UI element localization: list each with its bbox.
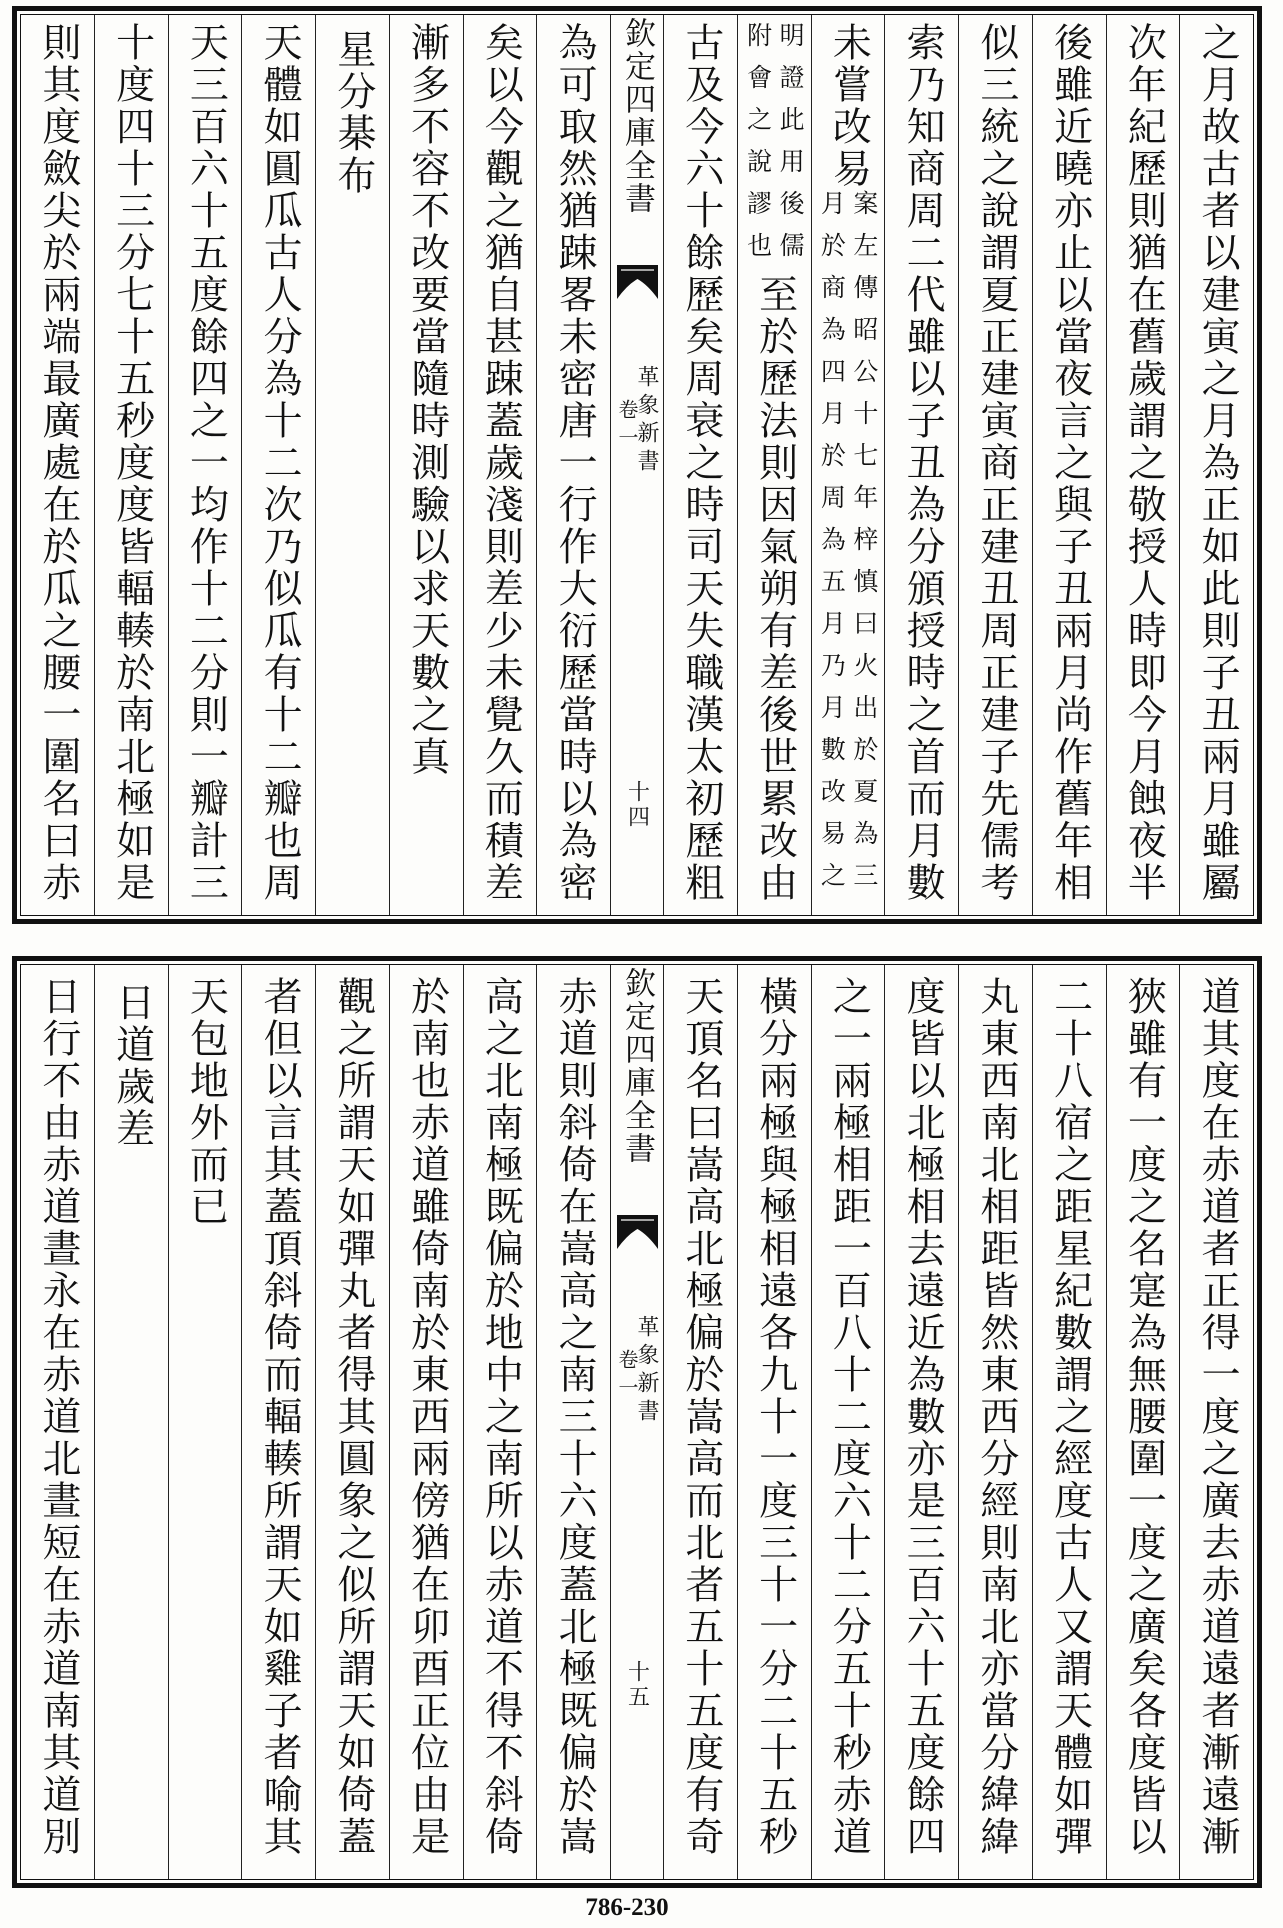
column-text: 道其度在赤道者正得一度之廣去赤道遠者漸遠漸 (1195, 976, 1241, 1858)
section-heading (315, 15, 389, 915)
column-text: 者但以言其蓋頂斜倚而輻輳所謂天如雞子者喻其 (257, 976, 303, 1858)
text-column (958, 965, 1032, 1879)
series-title: 欽定四庫全書 (619, 17, 656, 215)
book-title: 革象新書 (634, 1315, 659, 1427)
page-panel-top (12, 6, 1262, 924)
note-right-line: 明證此用後儒 (776, 22, 806, 274)
text-column (389, 15, 463, 915)
text-column (21, 15, 94, 915)
text-column (241, 965, 315, 1879)
center-margin (610, 965, 663, 1879)
page-number: 十五 (624, 1660, 650, 1710)
column-text: 天三百六十五度餘四之一均作十二分則一瓣計三 (183, 22, 229, 904)
text-column (737, 965, 811, 1879)
column-text: 後雖近曉亦止以當夜言之與子丑兩月尚作舊年相 (1047, 22, 1093, 904)
center-margin (610, 15, 663, 915)
text-column (463, 965, 537, 1879)
text-column (168, 965, 242, 1879)
column-text: 未嘗改易 (826, 22, 872, 190)
column-text: 古及今六十餘歷矣周衰之時司天失職漢太初歷粗 (678, 22, 724, 904)
text-column (1032, 15, 1106, 915)
text-columns (21, 965, 1253, 1879)
fish-tail-mark-icon (617, 265, 658, 299)
column-text: 天包地外而已 (183, 976, 229, 1228)
column-text: 之月故古者以建寅之月為正如此則子丑兩月雖屬 (1195, 22, 1241, 904)
text-column (21, 965, 94, 1879)
text-column (1179, 15, 1253, 915)
section-heading (94, 965, 168, 1879)
column-text: 索乃知商周二代雖以子丑為分頒授時之首而月數 (900, 22, 946, 904)
page-panel-bottom (12, 956, 1262, 1888)
fish-tail-mark-icon (617, 1215, 658, 1249)
column-text: 狹雖有一度之名寔為無腰圍一度之廣矣各度皆以 (1121, 976, 1167, 1858)
column-text: 高之北南極既偏於地中之南所以赤道不得不斜倚 (478, 976, 524, 1858)
series-title: 欽定四庫全書 (619, 967, 656, 1165)
text-column (389, 965, 463, 1879)
column-text: 似三統之說謂夏正建寅商正建丑周正建子先儒考 (973, 22, 1019, 904)
text-column (663, 965, 737, 1879)
column-text: 至於歷法則因氣朔有差後世累改由 (752, 274, 798, 904)
note-right-line: 案左傳昭公十七年梓慎曰火出於夏為三 (849, 190, 879, 904)
section-heading-text: 日道歲差 (109, 982, 155, 1150)
text-column (884, 15, 958, 915)
column-text: 次年紀歷則猶在舊歲謂之敬授人時即今月蝕夜半 (1121, 22, 1167, 904)
column-text: 橫分兩極與極相遠各九十一度三十一分二十五秒 (752, 976, 798, 1858)
column-text: 十度四十三分七十五秒度度皆輻輳於南北極如是 (109, 22, 155, 904)
text-column (536, 965, 610, 1879)
column-text: 為可取然猶踈畧未密唐一行作大衍歷當時以為密 (552, 22, 598, 904)
text-column (1032, 965, 1106, 1879)
section-heading-text: 星分棊布 (330, 29, 376, 197)
text-column (463, 15, 537, 915)
page-number: 十四 (624, 780, 650, 830)
text-column (811, 965, 885, 1879)
column-text: 度皆以北極相去遠近為數亦是三百六十五度餘四 (900, 976, 946, 1858)
column-text: 於南也赤道雖倚南於東西兩傍猶在卯酉正位由是 (404, 976, 450, 1858)
column-text: 天頂名曰嵩高北極偏於嵩高而北者五十五度有奇 (678, 976, 724, 1858)
text-column-with-note (811, 15, 885, 915)
page-inner-frame (20, 964, 1254, 1880)
column-text: 二十八宿之距星紀數謂之經度古人又謂天體如彈 (1047, 976, 1093, 1858)
column-text: 天體如圓瓜古人分為十二次乃似瓜有十二瓣也周 (257, 22, 303, 904)
text-column (1179, 965, 1253, 1879)
interlinear-note (818, 190, 878, 904)
text-column-with-note (737, 15, 811, 915)
text-columns (21, 15, 1253, 915)
column-text: 丸東西南北相距皆然東西分經則南北亦當分緯緯 (973, 976, 1019, 1858)
volume-label: 卷一 (615, 399, 639, 455)
plate-number: 786-230 (585, 1894, 669, 1921)
column-text: 則其度斂尖於兩端最廣處在於瓜之腰一圍名曰赤 (35, 22, 81, 904)
volume-label: 卷一 (615, 1349, 639, 1405)
text-column (884, 965, 958, 1879)
column-text: 漸多不容不改要當隨時測驗以求天數之真 (404, 22, 450, 778)
column-text: 之一兩極相距一百八十二度六十二分五十秒赤道 (826, 976, 872, 1858)
text-column (168, 15, 242, 915)
text-column (315, 965, 389, 1879)
text-column (536, 15, 610, 915)
text-column (663, 15, 737, 915)
text-column (958, 15, 1032, 915)
book-title: 革象新書 (634, 365, 659, 477)
note-left-line: 月於商為四月於周為五月乃月數改易之 (817, 190, 847, 904)
text-column (1106, 965, 1180, 1879)
column-text: 矣以今觀之猶自甚踈蓋歲淺則差少未覺久而積差 (478, 22, 524, 904)
page-inner-frame (20, 14, 1254, 916)
text-column (241, 15, 315, 915)
column-text: 赤道則斜倚在嵩高之南三十六度蓋北極既偏於嵩 (552, 976, 598, 1858)
column-text: 觀之所謂天如彈丸者得其圓象之似所謂天如倚蓋 (330, 976, 376, 1858)
text-column (1106, 15, 1180, 915)
note-left-line: 附會之說謬也 (743, 22, 773, 274)
interlinear-note (744, 22, 804, 274)
column-text: 日行不由赤道晝永在赤道北晝短在赤道南其道別 (35, 976, 81, 1858)
text-column (94, 15, 168, 915)
